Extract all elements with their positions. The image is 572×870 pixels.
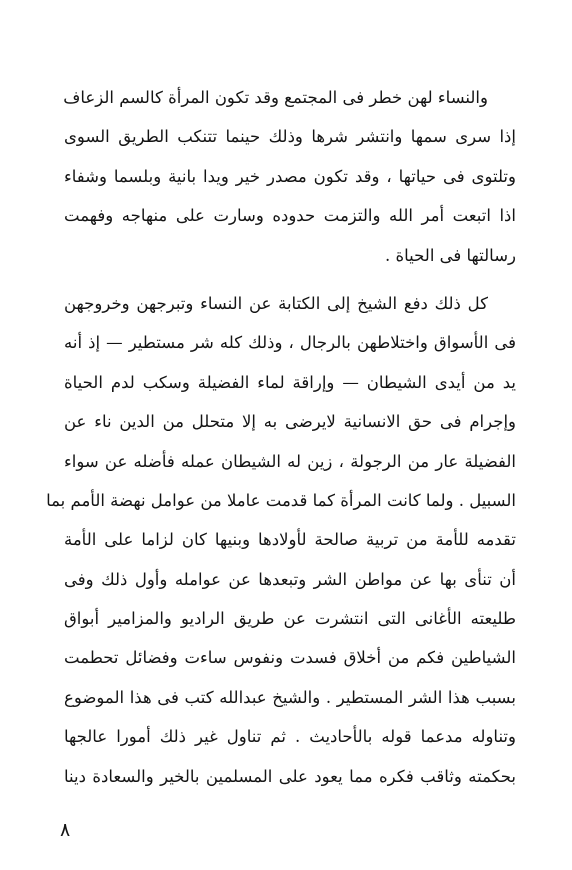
text-line: أن تنأى بها عن مواطن الشر وتبعدها عن عوامله وأول ذلك وفى: [64, 569, 516, 589]
text-line: الفضيلة عار من الرجولة ، زين له الشيطان عمله فأضله عن سواء: [64, 451, 516, 471]
text-line: كل ذلك دفع الشيخ إلى الكتابة عن النساء وتبرجهن وخروجهن: [64, 293, 488, 313]
text-line: وإجرام فى حق الانسانية لايرضى به إلا متحلل من الدين ناء عن: [64, 412, 516, 432]
text-line: فى الأسواق واختلاطهن بالرجال ، وذلك كله شر مستطير — إذ أنه: [64, 333, 516, 353]
text-line: الشياطين فكم من أخلاق فسدت ونفوس ساءت وفضائل تحطمت: [64, 648, 516, 668]
text-line: والنساء لهن خطر فى المجتمع وقد تكون المرأة كالسم الزعاف: [63, 88, 488, 107]
text-line: يد من أيدى الشيطان — وإراقة لماء الفضيلة وسكب لدم الحياة: [64, 372, 516, 392]
text-line: طليعته الأغانى التى انتشرت عن طريق الراديو والمزامير أبواق: [64, 609, 516, 629]
body-text: [46, 78, 516, 796]
text-line: رسالتها فى الحياة .: [385, 245, 516, 265]
text-line: بحكمته وثاقب فكره مما يعود على المسلمين بالخير والسعادة دينا: [64, 766, 516, 786]
text-line: تقدمه للأمة من تربية صالحة لأولادها وبنيها كان لزاما على الأمة: [64, 530, 516, 550]
text-line: اذا اتبعت أمر الله والتزمت حدوده وسارت على منهاجه وفهمت: [64, 206, 516, 226]
text-line: وتلتوى فى حياتها ، وقد تكون مصدر خير ويدا بانية وبلسما وشفاء: [64, 166, 516, 186]
text-line: بسبب هذا الشر المستطير . والشيخ عبدالله كتب فى هذا الموضوع: [64, 687, 516, 707]
paragraph-2: [46, 284, 516, 796]
page-number: ٨: [60, 819, 71, 841]
text-line: وتناوله مدعما قوله بالأحاديث . ثم تناول غير ذلك أمورا عالجها: [64, 727, 516, 747]
text-line: إذا سرى سمها وانتشر شرها وذلك حينما تتنكب الطريق السوى: [64, 127, 516, 147]
paragraph-gap: [64, 275, 516, 284]
paragraph-1: [64, 78, 516, 275]
text-line: السبيل . ولما كانت المرأة كما قدمت عاملا من عوامل نهضة الأمم بما: [46, 490, 516, 510]
